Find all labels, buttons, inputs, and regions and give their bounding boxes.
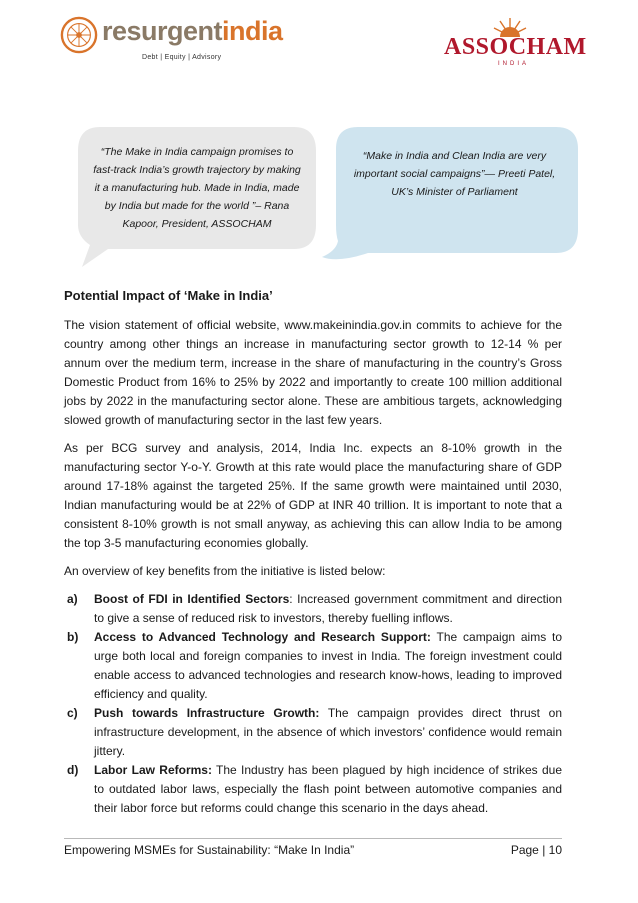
quote-text-1: “The Make in India campaign promises to fast-track India’s growth trajectory by making it a manufacturing hub. Made in India, made by India but made for the world ”– Rana Kapoor, President, ASSOCHAM [93,146,301,230]
benefit-text: Increased government commitment and direction to give a sense of reduced risk to investors, thereby fuelling inflows. [94,592,562,625]
page-header [0,0,638,80]
paragraph-overview: An overview of key benefits from the initiative is listed below: [64,564,386,578]
benefit-text: The campaign aims to urge both local and foreign companies to invest in India. The foreign investment could enable access to advanced technologies and research know-hows, leading to improved efficiency and quality. [94,630,563,701]
benefits-list [64,590,562,818]
footer-title: Empowering MSMEs for Sustainability: “Make In India” [64,843,355,857]
section-heading: Potential Impact of ‘Make in India’ [64,288,273,303]
benefit-term: Access to Advanced Technology and Research Support: [94,630,431,644]
benefit-marker: c) [67,706,78,720]
benefit-item-technology [64,628,562,704]
benefit-marker: a) [67,592,78,606]
assocham-logo [444,16,587,76]
benefit-marker: b) [67,630,79,644]
page-number: Page | 10 [510,843,562,857]
assocham-name: ASSOCHAM [444,34,587,60]
resurgent-emblem-icon [60,16,98,54]
benefit-sep: : [289,592,293,606]
paragraph-vision: The vision statement of official website, www.makeinindia.gov.in commits to achieve for the country among other things an increase in manufacturing sector growth to 12-14 % per annum over the medium term, increase in the share of manufacturing in the country’s Gross Domestic Product from 16% to 25% by 2022 and importantly to create 100 million additional jobs by 2022 in the manufacturing sector alone. These are ambitious targets, acknowledging slowed growth of manufacturing sector in the last few years. [64,318,562,427]
resurgent-tagline: Debt | Equity | Advisory [142,54,222,61]
quote-text-2: “Make in India and Clean India are very important social campaigns”— Preeti Patel, UK’s Minister of Parliament [353,150,556,198]
benefit-item-infrastructure [64,704,562,761]
main-content [64,286,562,818]
resurgent-brand-text: resurgentindia [102,16,283,46]
benefit-text: The Industry has been plagued by high incidence of strikes due to outdated labor laws, especially the flash point between automotive companies and their labor force but reforms could change this scenario in the days ahead. [94,763,562,815]
benefit-term: Boost of FDI in Identified Sectors [94,592,290,606]
quote-bubbles [0,125,638,275]
resurgent-india-logo [60,14,283,70]
assocham-country: INDIA [498,61,530,67]
benefit-term: Push towards Infrastructure Growth: [94,706,320,720]
footer-divider [64,838,562,839]
benefit-text: The campaign provides direct thrust on infrastructure development, in the absence of which investors’ confidence would remain jittery. [94,706,562,758]
benefit-term: Labor Law Reforms: [94,763,212,777]
benefit-marker: d) [67,763,79,777]
benefit-item-labor [64,761,562,818]
paragraph-bcg: As per BCG survey and analysis, 2014, India Inc. expects an 8-10% growth in the manufacturing sector Y-o-Y. Growth at this rate would place the manufacturing share of GDP around 17-18% against the targeted 25%. If the same growth were maintained until 2030, Indian manufacturing would be at 22% of GDP at INR 40 trillion. It is important to note that a consistent 8-10% growth is not small anyway, as achieving this can allow India to be among the top 3-5 manufacturing economies globally. [64,441,562,550]
benefit-item-fdi [64,590,562,628]
